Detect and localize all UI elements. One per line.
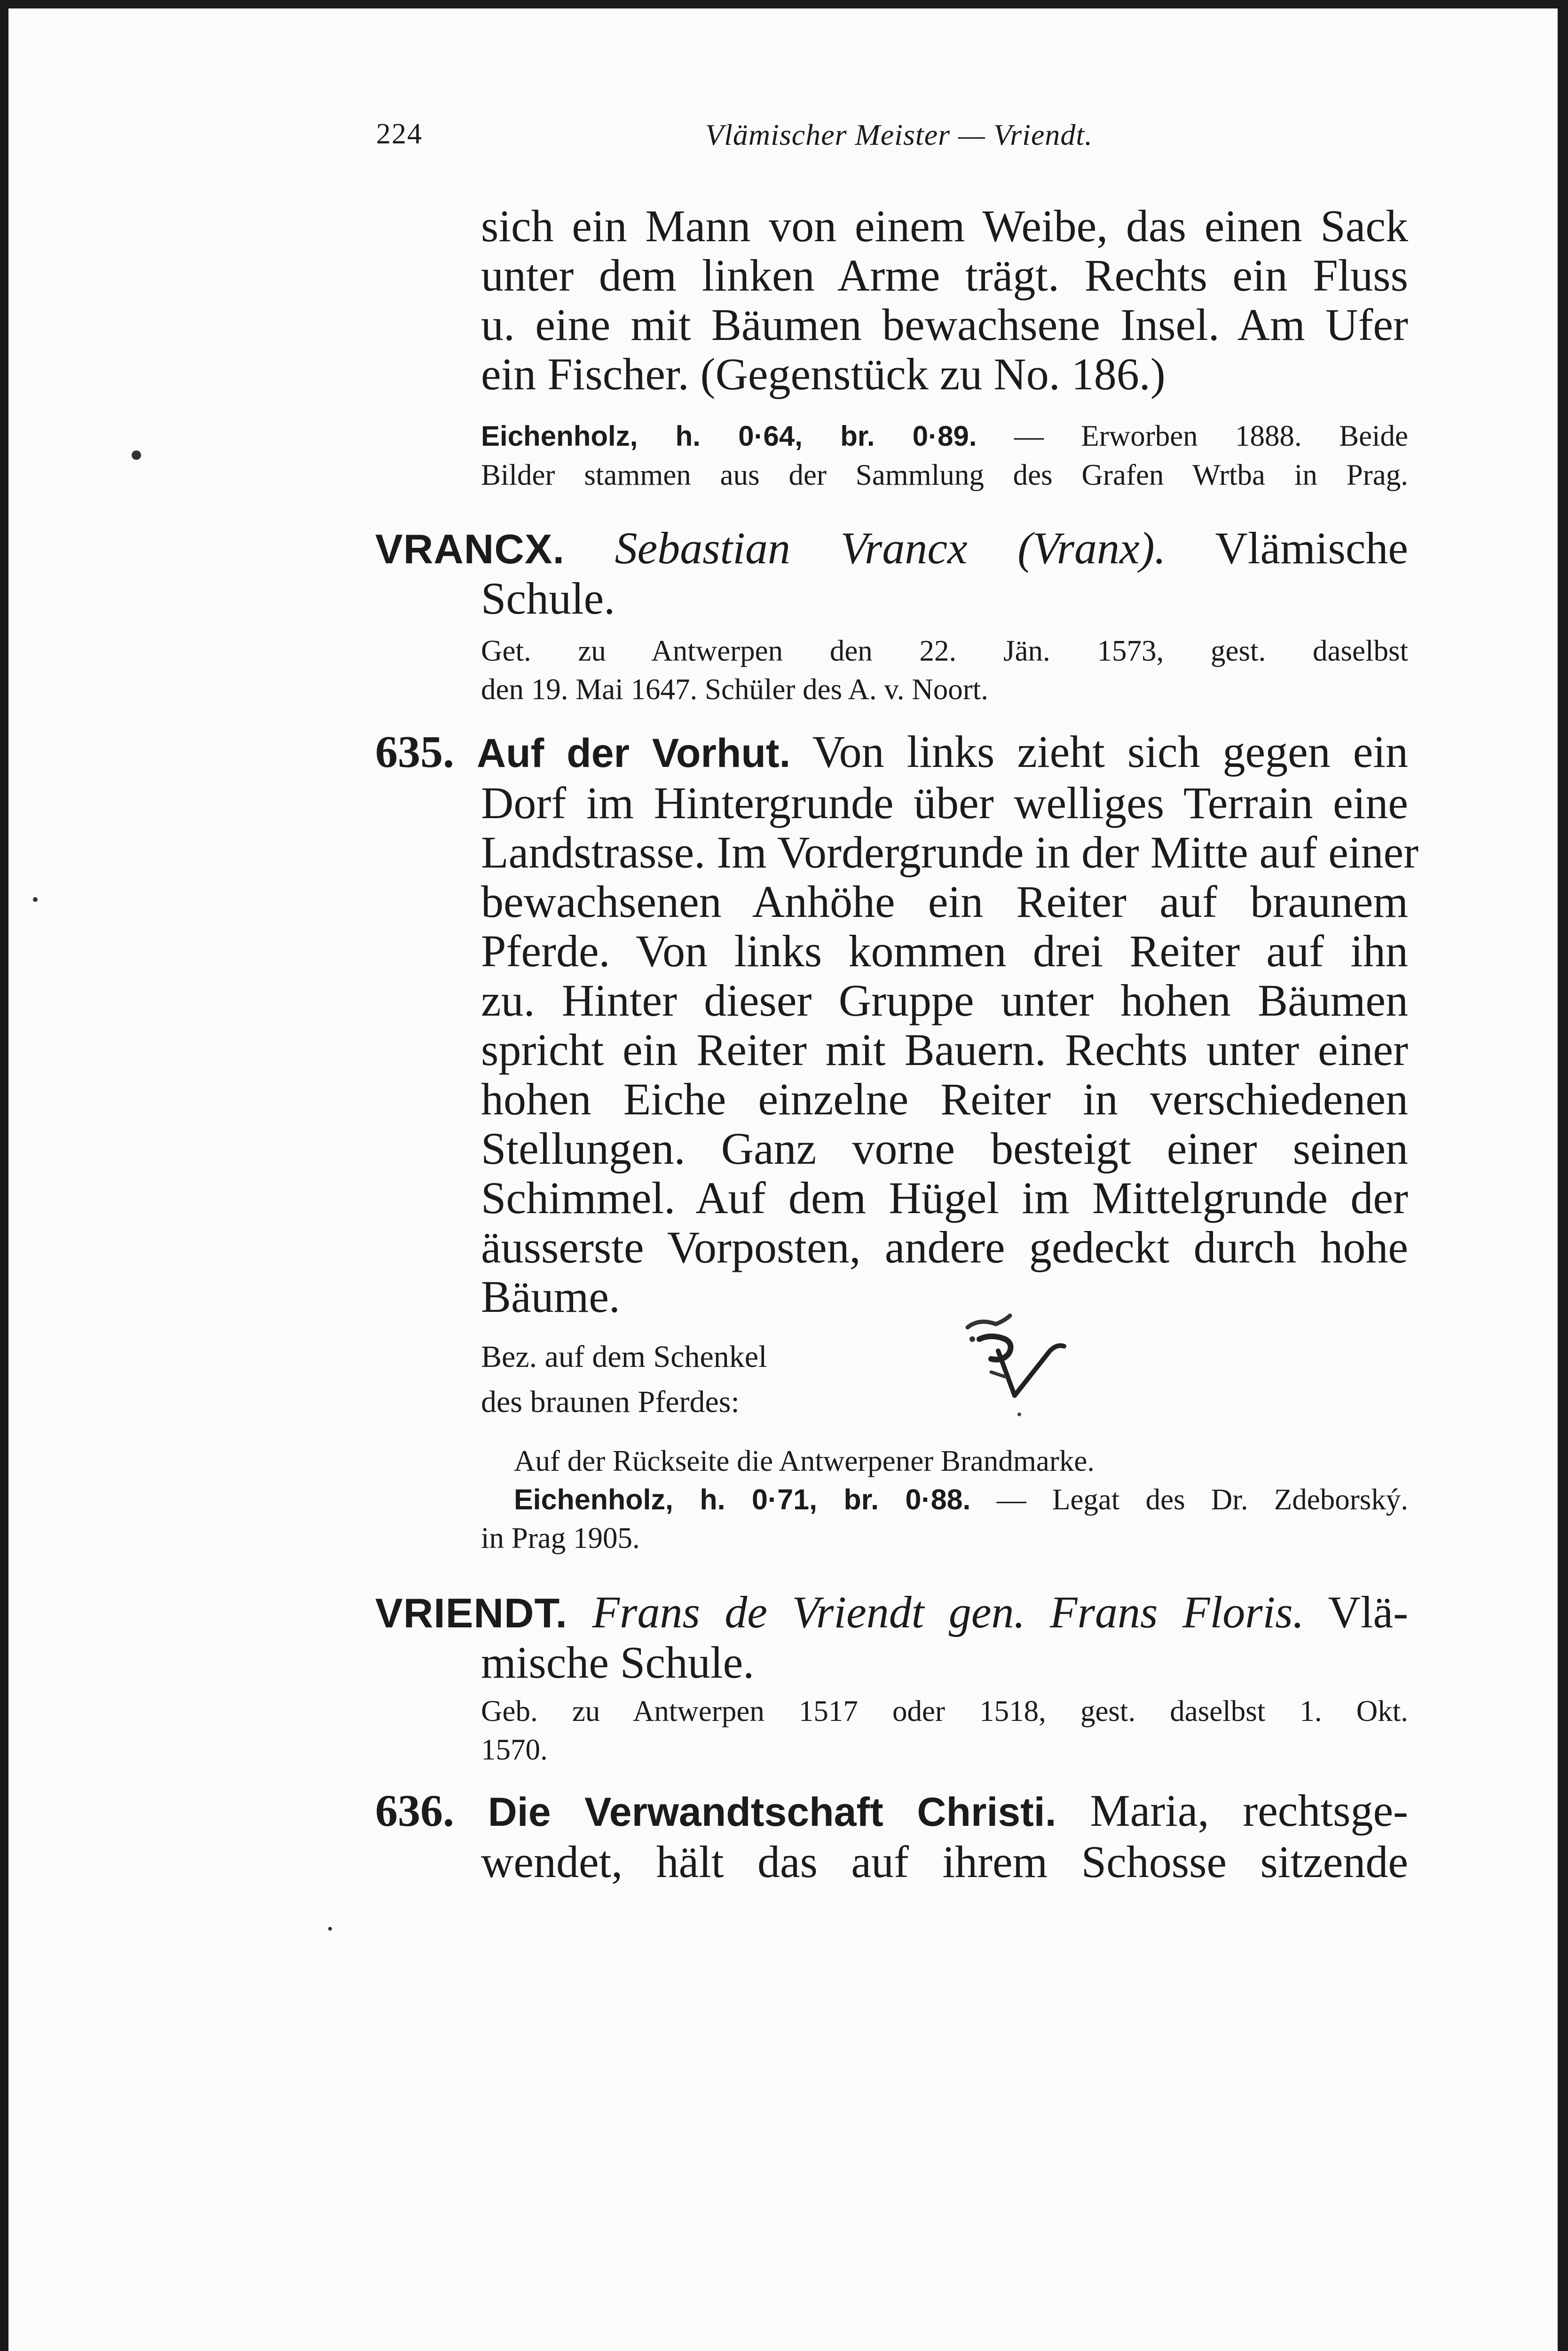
catalog-entry-635 xyxy=(375,726,1419,1322)
text-line: u. eine mit Bäumen bewachsene Insel. Am Ufer xyxy=(481,300,1408,350)
note-line: Bilder stammen aus der Sammlung des Grafen Wrtba in Prag. xyxy=(481,458,1408,491)
text-line: zu. Hinter dieser Gruppe unter hohen Bäumen xyxy=(481,975,1408,1026)
signature-stroke xyxy=(968,1316,1010,1327)
artist-school: Vlämische xyxy=(1215,523,1409,573)
signature-dot xyxy=(1017,1412,1021,1416)
bio-line: Geb. zu Antwerpen 1517 oder 1518, gest. daselbst 1. Okt. xyxy=(481,1695,1408,1728)
artist-full-name: Frans de Vriendt gen. Frans Floris. xyxy=(592,1587,1304,1637)
support-dimensions: Eichenholz, h. 0·64, br. 0·89. xyxy=(481,420,977,452)
signature-dot xyxy=(969,1336,975,1342)
note-line xyxy=(481,1480,1408,1519)
monogram-signature xyxy=(953,1306,1076,1428)
note-text: — Erworben 1888. Beide xyxy=(1014,419,1409,452)
text-line: spricht ein Reiter mit Bauern. Rechts unter einer xyxy=(481,1025,1408,1075)
artist-biography xyxy=(481,1692,1408,1769)
text-line: ein Fischer. (Gegenstück zu No. 186.) xyxy=(481,349,1166,399)
artist-heading-line xyxy=(375,1587,1408,1638)
signature-label xyxy=(481,1334,904,1425)
provenance-note xyxy=(481,417,1408,494)
artist-full-name: Sebastian Vrancx (Vranx). xyxy=(615,523,1166,573)
artist-biography xyxy=(481,631,1408,709)
text-line: sich ein Mann von einem Weibe, das einen Sack xyxy=(481,201,1408,251)
artist-heading-vrancx xyxy=(375,523,1408,623)
note-line: Auf der Rückseite die Antwerpener Brandmarke. xyxy=(514,1444,1095,1477)
entry-text: Von links zieht sich gegen ein xyxy=(812,726,1409,777)
support-dimensions: Eichenholz, h. 0·71, br. 0·88. xyxy=(514,1483,971,1515)
text-line: Schimmel. Auf dem Hügel im Mittelgrunde der xyxy=(481,1173,1408,1223)
artist-heading-line xyxy=(375,523,1408,574)
note-line: in Prag 1905. xyxy=(481,1522,640,1554)
text-line: hohen Eiche einzelne Reiter in verschiedenen xyxy=(481,1074,1408,1124)
text-line: unter dem linken Arme trägt. Rechts ein Fluss xyxy=(481,250,1408,300)
bio-line: 1570. xyxy=(481,1733,548,1766)
text-line: bewachsenen Anhöhe ein Reiter auf braunem xyxy=(481,876,1408,927)
artist-school-cont: mische Schule. xyxy=(481,1637,755,1688)
entry-title: Auf der Vorhut. xyxy=(477,731,791,776)
artist-school-cont: Schule. xyxy=(481,573,615,623)
ink-speck xyxy=(328,1927,332,1931)
continued-description xyxy=(481,201,1408,399)
catalog-entry-636 xyxy=(375,1786,1408,1886)
note-text: — Legat des Dr. Zdeborský. xyxy=(996,1483,1408,1516)
bio-line: Get. zu Antwerpen den 22. Jän. 1573, gest. daselbst xyxy=(481,634,1408,667)
page-number: 224 xyxy=(376,118,423,150)
running-head xyxy=(376,118,1410,160)
entry-number: 636. xyxy=(375,1785,454,1836)
entry-number: 635. xyxy=(375,726,454,777)
book-page xyxy=(8,8,1558,2351)
text-line: Bäume. xyxy=(481,1271,620,1322)
entry-635-notes xyxy=(481,1442,1408,1557)
signature-stroke xyxy=(979,1336,1011,1360)
artist-school: Vlä- xyxy=(1328,1587,1409,1637)
entry-title: Die Verwandtschaft Christi. xyxy=(488,1790,1056,1835)
text-line: wendet, hält das auf ihrem Schosse sitzende xyxy=(481,1837,1408,1887)
entry-text: Maria, rechtsge- xyxy=(1090,1785,1409,1836)
artist-name: VRIENDT. xyxy=(375,1590,567,1636)
text-line: äusserste Vorposten, andere gedeckt durch hohe xyxy=(481,1222,1408,1272)
running-title: Vlämischer Meister — Vriendt. xyxy=(705,118,1093,151)
ink-speck xyxy=(33,897,38,902)
signature-label-line: des braunen Pferdes: xyxy=(481,1385,740,1419)
signature-label-line: Bez. auf dem Schenkel xyxy=(481,1340,767,1374)
text-line: Landstrasse. Im Vordergrunde in der Mitte auf einer xyxy=(481,827,1419,877)
signature-stroke xyxy=(991,1372,1005,1377)
artist-name: VRANCX. xyxy=(375,526,565,572)
text-line: Pferde. Von links kommen drei Reiter auf ihn xyxy=(481,926,1408,976)
entry-first-line xyxy=(375,727,1408,778)
note-line xyxy=(481,417,1408,456)
entry-first-line xyxy=(375,1786,1408,1837)
text-line: Stellungen. Ganz vorne besteigt einer seinen xyxy=(481,1123,1408,1174)
ink-speck xyxy=(132,450,141,460)
artist-heading-vriendt xyxy=(375,1587,1408,1687)
bio-line: den 19. Mai 1647. Schüler des A. v. Noort. xyxy=(481,673,989,706)
text-line: Dorf im Hintergrunde über welliges Terrain eine xyxy=(481,778,1408,828)
